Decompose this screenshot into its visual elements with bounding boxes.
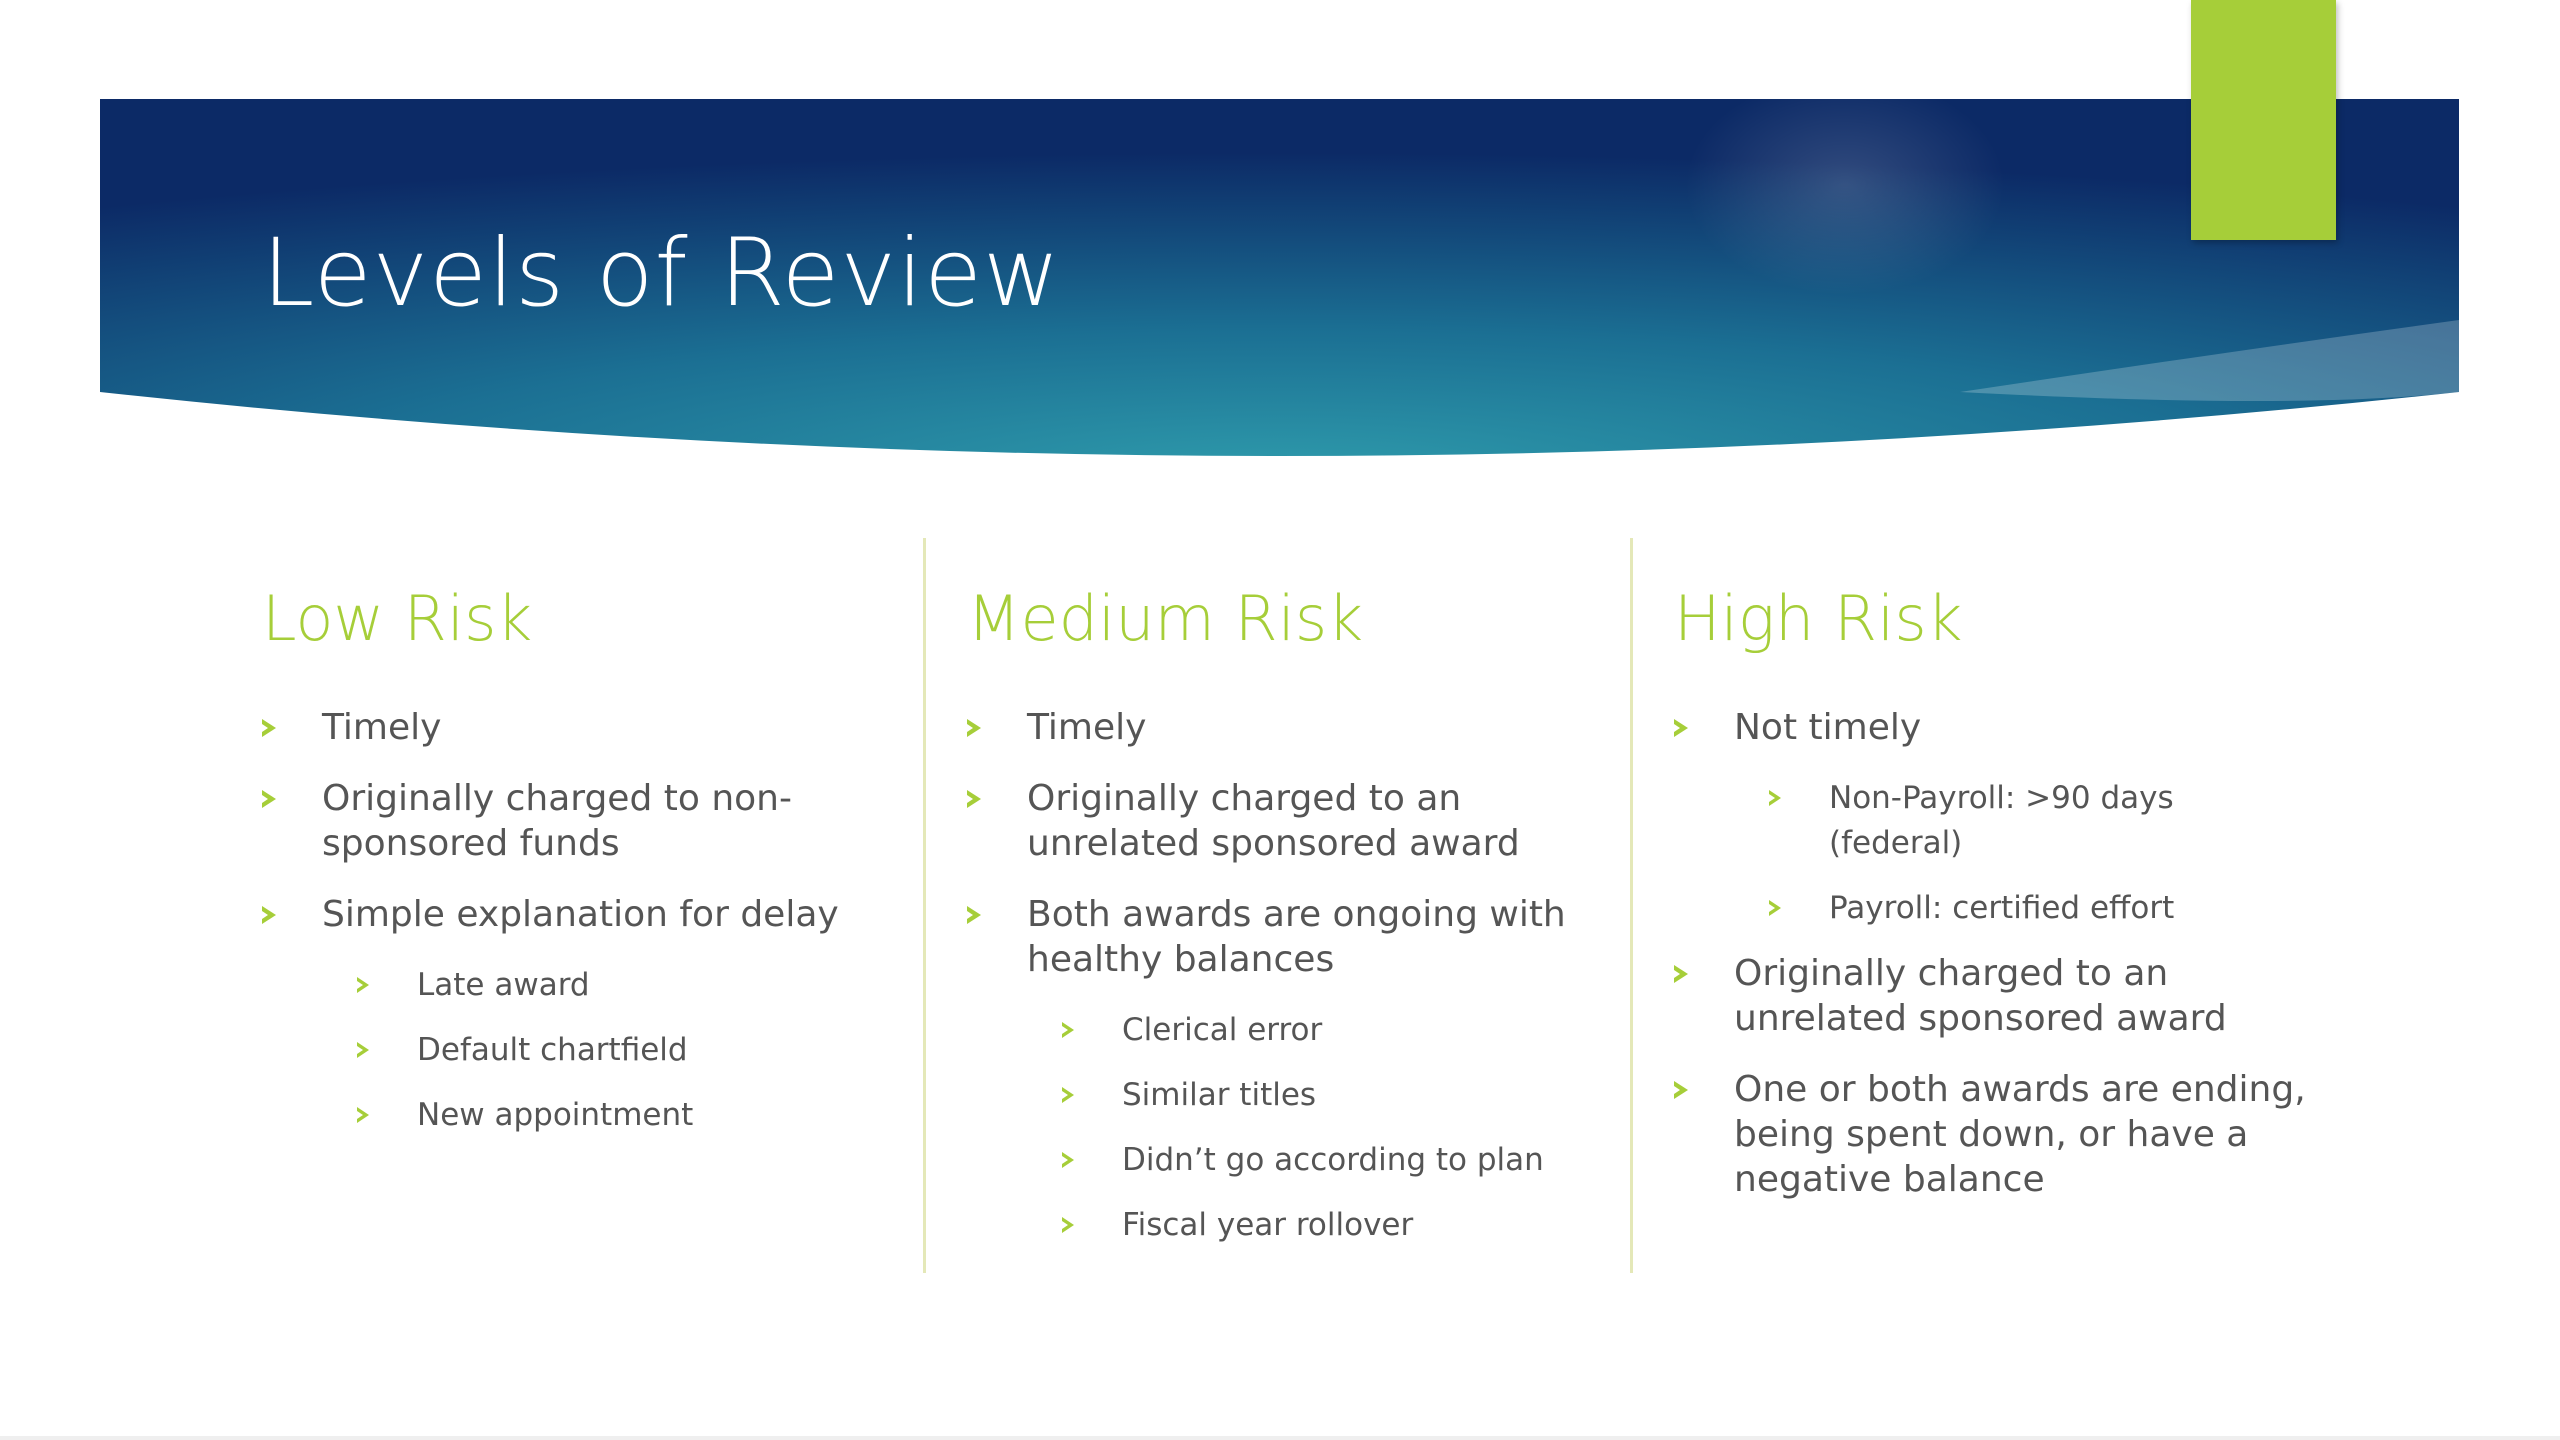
sub-bullet-item: [1674, 886, 2314, 931]
bullet-list: [1674, 705, 2314, 1202]
sub-bullet-item: [262, 963, 892, 1008]
bullet-text: Originally charged to non-sponsored funds: [322, 778, 792, 865]
sub-bullet-item: [967, 1073, 1607, 1118]
sub-bullet-item: [1674, 776, 2314, 866]
low-risk-column: [262, 582, 892, 1158]
bullet-item: [1674, 1067, 2314, 1202]
green-arrowhead-icon: [967, 906, 981, 924]
sub-bullet-text: Clerical error: [1122, 1012, 1323, 1049]
green-arrowhead-icon: [1674, 1081, 1688, 1099]
high-risk-column: [1674, 582, 2314, 1228]
bullet-item: [967, 705, 1607, 750]
green-arrowhead-icon: [1062, 1087, 1074, 1103]
sub-bullet-text: Non-Payroll: >90 days (federal): [1829, 780, 2174, 862]
column-heading: Medium Risk: [967, 582, 1364, 655]
green-arrowhead-icon: [357, 1042, 369, 1058]
bullet-text: Timely: [1027, 707, 1147, 749]
sub-bullet-item: [262, 1093, 892, 1138]
bullet-text: Not timely: [1734, 707, 1922, 749]
bullet-text: Timely: [322, 707, 442, 749]
bullet-list: [967, 705, 1607, 1248]
green-arrowhead-icon: [1062, 1022, 1074, 1038]
green-arrowhead-icon: [1674, 965, 1688, 983]
bullet-text: Simple explanation for delay: [322, 894, 839, 936]
sub-bullet-text: Fiscal year rollover: [1122, 1207, 1414, 1244]
slide-bottom-edge: [0, 1436, 2560, 1440]
green-arrowhead-icon: [1769, 900, 1781, 916]
green-arrowhead-icon: [1769, 790, 1781, 806]
sub-bullet-item: [967, 1203, 1607, 1248]
bullet-item: [262, 705, 892, 750]
slide-title: Levels of Review: [262, 219, 1061, 328]
sub-bullet-text: Didn’t go according to plan: [1122, 1142, 1544, 1179]
bullet-text: Both awards are ongoing with healthy balances: [1027, 894, 1566, 981]
bullet-text: One or both awards are ending, being spent down, or have a negative balance: [1734, 1069, 2306, 1201]
green-arrowhead-icon: [262, 719, 276, 737]
green-arrowhead-icon: [262, 906, 276, 924]
bullet-text: Originally charged to an unrelated sponsored award: [1734, 953, 2227, 1040]
accent-tab: [2191, 0, 2336, 240]
column-heading: High Risk: [1674, 582, 1963, 655]
green-arrowhead-icon: [357, 1107, 369, 1123]
sub-bullet-text: Similar titles: [1122, 1077, 1317, 1114]
bullet-item: [1674, 951, 2314, 1041]
column-heading: Low Risk: [262, 582, 533, 655]
green-arrowhead-icon: [1674, 719, 1688, 737]
green-arrowhead-icon: [967, 719, 981, 737]
green-arrowhead-icon: [262, 790, 276, 808]
bullet-text: Originally charged to an unrelated sponsored award: [1027, 778, 1520, 865]
column-divider: [1630, 538, 1633, 1273]
bullet-item: [262, 776, 892, 866]
column-divider: [923, 538, 926, 1273]
green-arrowhead-icon: [1062, 1217, 1074, 1233]
sub-bullet-text: Payroll: certified effort: [1829, 890, 2175, 927]
sub-bullet-item: [262, 1028, 892, 1073]
sub-bullet-text: New appointment: [417, 1097, 694, 1134]
sub-bullet-text: Default chartfield: [417, 1032, 688, 1069]
sub-bullet-item: [967, 1138, 1607, 1183]
bullet-item: [262, 892, 892, 937]
green-arrowhead-icon: [1062, 1152, 1074, 1168]
bullet-list: [262, 705, 892, 1138]
green-arrowhead-icon: [967, 790, 981, 808]
sub-bullet-item: [967, 1008, 1607, 1053]
sub-bullet-text: Late award: [417, 967, 590, 1004]
bullet-item: [967, 892, 1607, 982]
bullet-item: [967, 776, 1607, 866]
medium-risk-column: [967, 582, 1607, 1268]
bullet-item: [1674, 705, 2314, 750]
green-arrowhead-icon: [357, 977, 369, 993]
